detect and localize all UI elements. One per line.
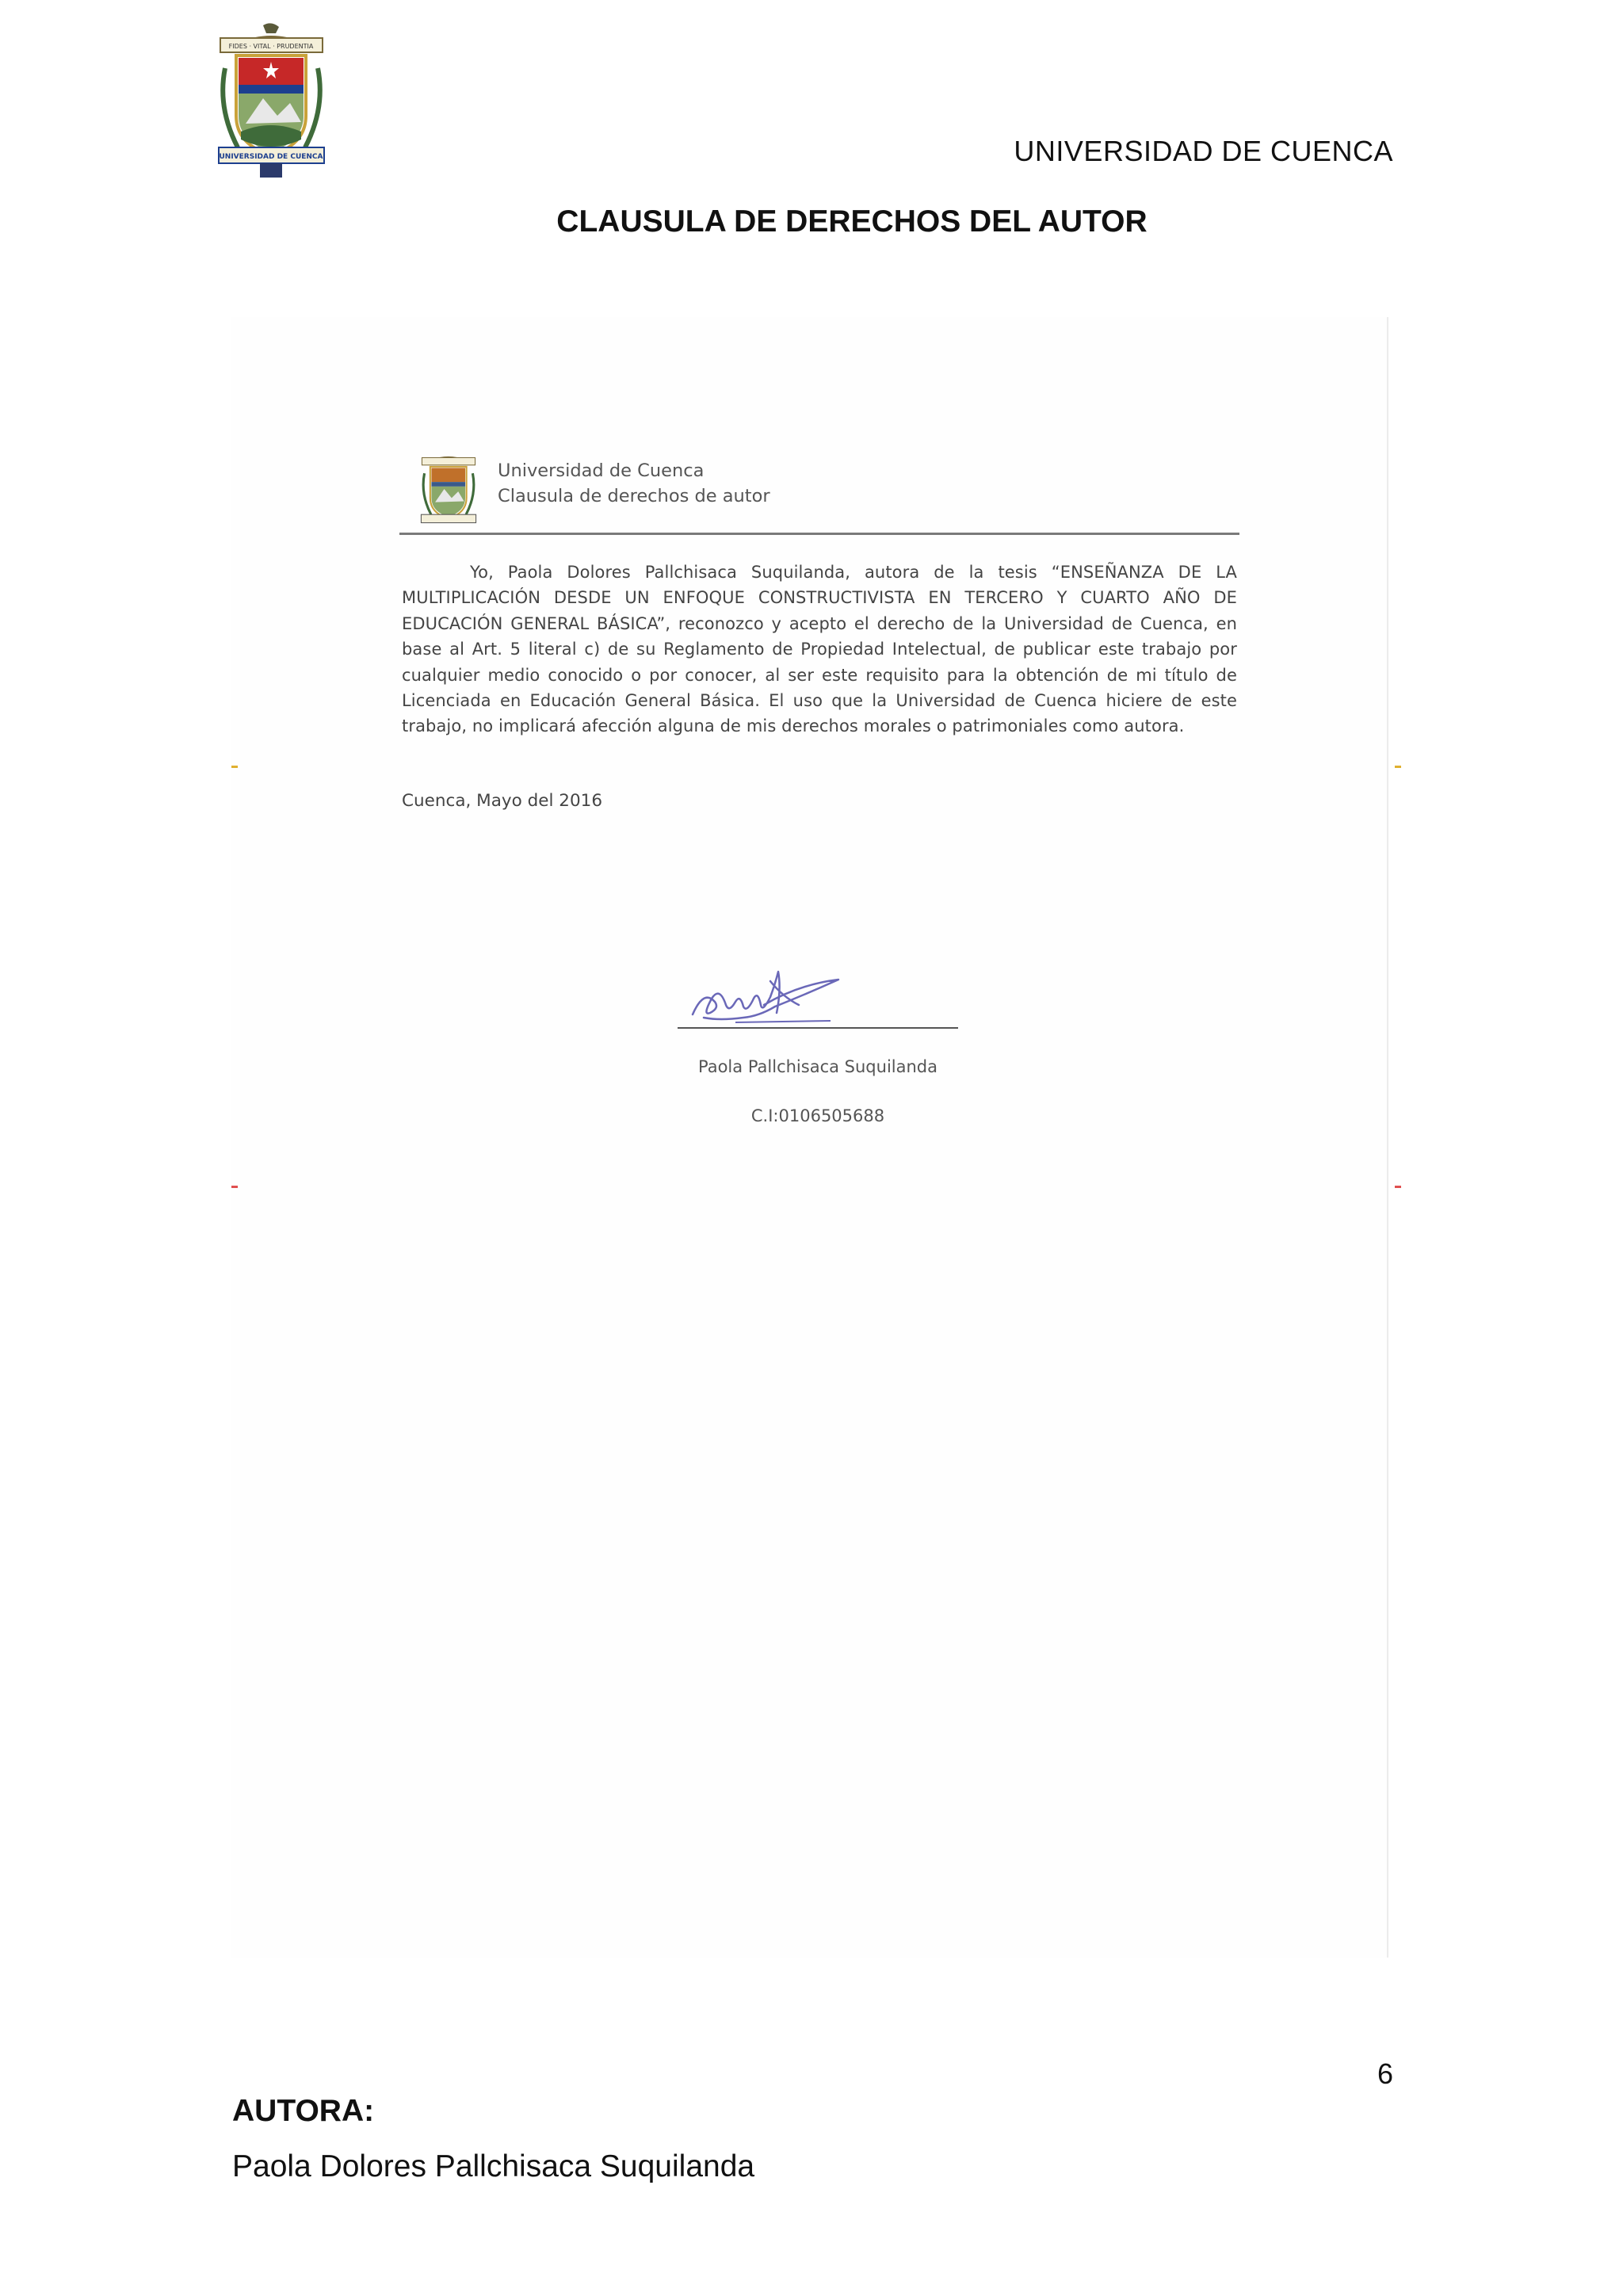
place-date: Cuenca, Mayo del 2016 — [402, 791, 602, 811]
inner-header-institution: Universidad de Cuenca — [498, 460, 705, 481]
page-title: CLAUSULA DE DERECHOS DEL AUTOR — [556, 204, 1148, 239]
inner-header-subtitle: Clausula de derechos de autor — [498, 486, 770, 506]
clause-body-text: Yo, Paola Dolores Pallchisaca Suquilanda, autora de la tesis “ENSEÑANZA DE LA MULTIPLICACIÓN DESDE UN ENFOQUE CONSTRUCTIVISTA EN TERCERO Y CUARTO AÑO DE EDUCACIÓN GENERAL BÁSICA”, reconozco y acepto el derecho de la Universidad de Cuenca, en base al Art. 5 literal c) de su Reglamento de Propiedad Intelectual, de publicar este trabajo por cualquier medio conocido o por conocer, al ser este requisito para la obtención de mi título de Licenciada en Educación General Básica. El uso que la Universidad de Cuenca hiciere de este trabajo, no implicará afección alguna de mis derechos morales o patrimoniales como autora. — [402, 563, 1237, 736]
signature-line — [678, 1027, 958, 1029]
signer-id-number: C.I:0106505688 — [750, 1106, 885, 1125]
inner-header — [498, 458, 770, 509]
header-divider — [399, 533, 1239, 535]
scan-artifact — [231, 766, 238, 768]
scan-edge — [1387, 317, 1388, 1958]
scan-artifact — [1395, 1186, 1401, 1188]
page-number: 6 — [1377, 2057, 1393, 2090]
signer-name: Paola Pallchisaca Suquilanda — [698, 1057, 938, 1076]
svg-text:FIDES · VITAL · PRUDENTIA: FIDES · VITAL · PRUDENTIA — [228, 43, 314, 50]
inner-crest-icon — [418, 449, 479, 531]
scan-artifact — [1395, 766, 1401, 768]
svg-text:UNIVERSIDAD DE CUENCA: UNIVERSIDAD DE CUENCA — [219, 153, 323, 161]
handwritten-signature-icon — [688, 957, 846, 1029]
author-label: AUTORA: — [232, 2094, 375, 2128]
header-university-name: UNIVERSIDAD DE CUENCA — [1014, 135, 1393, 167]
university-crest-icon — [214, 21, 329, 179]
author-name: Paola Dolores Pallchisaca Suquilanda — [232, 2149, 755, 2183]
scan-artifact — [231, 1186, 238, 1188]
